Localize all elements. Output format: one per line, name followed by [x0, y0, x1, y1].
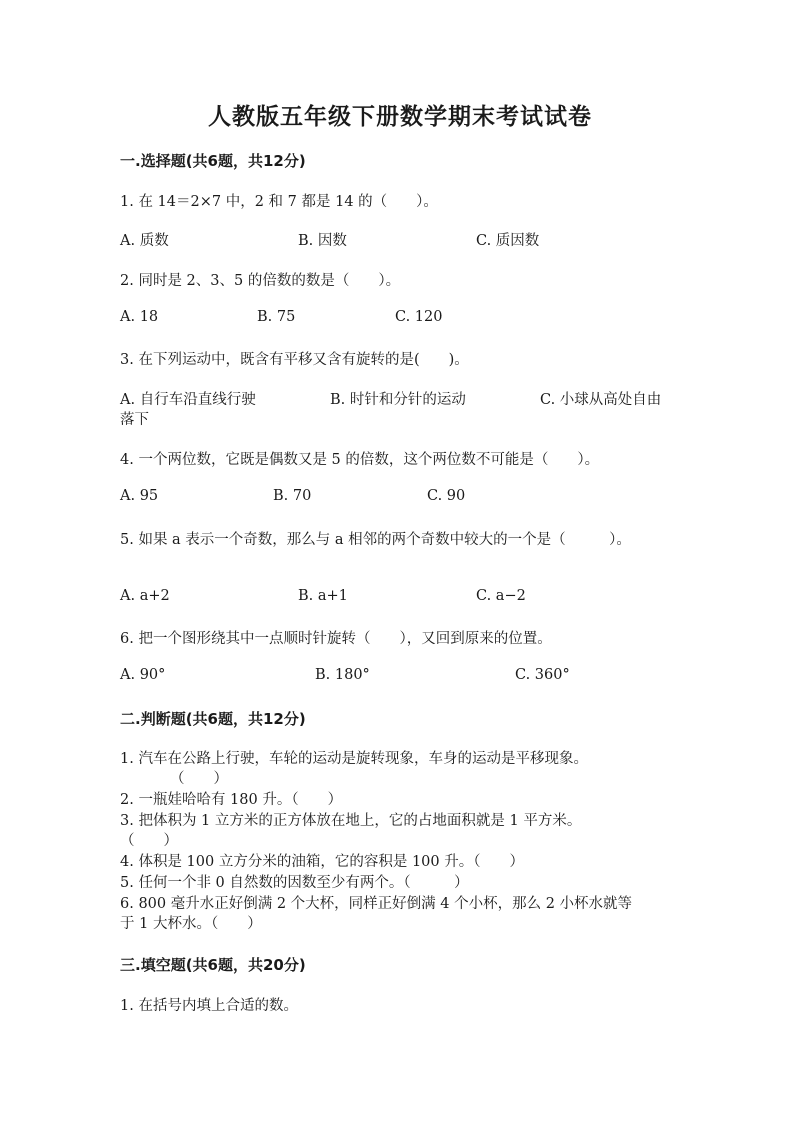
option-c: C. 质因数 — [476, 233, 540, 249]
judge-item: 6. 800 毫升水正好倒满 2 个大杯，同样正好倒满 4 个小杯，那么 2 小杯水就等 — [120, 896, 633, 912]
answer-blank: （ ） — [120, 833, 178, 849]
judge-item: 3. 把体积为 1 立方米的正方体放在地上，它的占地面积就是 1 平方米。 — [120, 813, 582, 829]
judge-item: 2. 一瓶娃哈哈有 180 升。（ ） — [120, 792, 343, 808]
option-a: A. a+2 — [120, 588, 170, 604]
option-b: B. 180° — [315, 667, 370, 683]
question-stem: 6. 把一个图形绕其中一点顺时针旋转（ ），又回到原来的位置。 — [120, 631, 552, 647]
option-c: C. 小球从高处自由 — [540, 392, 662, 408]
question-stem: 4. 一个两位数，它既是偶数又是 5 的倍数，这个两位数不可能是（ ）。 — [120, 452, 600, 468]
option-a: A. 自行车沿直线行驶 — [120, 392, 256, 408]
judge-item: 5. 任何一个非 0 自然数的因数至少有两个。（ ） — [120, 875, 469, 891]
section-heading-choice: 一.选择题(共6题，共12分) — [120, 152, 306, 170]
option-a: A. 质数 — [120, 233, 169, 249]
judge-item: 4. 体积是 100 立方分米的油箱，它的容积是 100 升。（ ） — [120, 854, 524, 870]
judge-item: 1. 汽车在公路上行驶，车轮的运动是旋转现象，车身的运动是平移现象。 — [120, 751, 588, 767]
option-a: A. 18 — [120, 309, 159, 325]
option-b: B. 时针和分针的运动 — [330, 392, 466, 408]
option-b: B. 70 — [273, 488, 312, 504]
question-stem: 1. 在 14＝2×7 中，2 和 7 都是 14 的（ ）。 — [120, 194, 438, 210]
section-heading-judge: 二.判断题(共6题，共12分) — [120, 710, 306, 728]
question-stem: 2. 同时是 2、3、5 的倍数的数是（ ）。 — [120, 273, 401, 289]
option-c-continuation: 落下 — [120, 412, 149, 428]
answer-blank: （ ） — [170, 771, 228, 787]
option-c: C. 360° — [515, 667, 570, 683]
option-b: B. 因数 — [298, 233, 347, 249]
question-stem: 1. 在括号内填上合适的数。 — [120, 998, 298, 1014]
section-heading-fill: 三.填空题(共6题，共20分) — [120, 956, 306, 974]
option-a: A. 95 — [120, 488, 159, 504]
question-stem: 3. 在下列运动中，既含有平移又含有旋转的是( )。 — [120, 352, 469, 368]
option-b: B. 75 — [257, 309, 296, 325]
option-c: C. a−2 — [476, 588, 526, 604]
option-c: C. 120 — [395, 309, 443, 325]
question-stem: 5. 如果 a 表示一个奇数，那么与 a 相邻的两个奇数中较大的一个是（ ）。 — [120, 532, 631, 548]
option-b: B. a+1 — [298, 588, 348, 604]
page-title: 人教版五年级下册数学期末考试试卷 — [208, 103, 592, 130]
judge-item-continuation: 于 1 大杯水。（ ） — [120, 916, 262, 932]
option-a: A. 90° — [120, 667, 166, 683]
option-c: C. 90 — [427, 488, 466, 504]
